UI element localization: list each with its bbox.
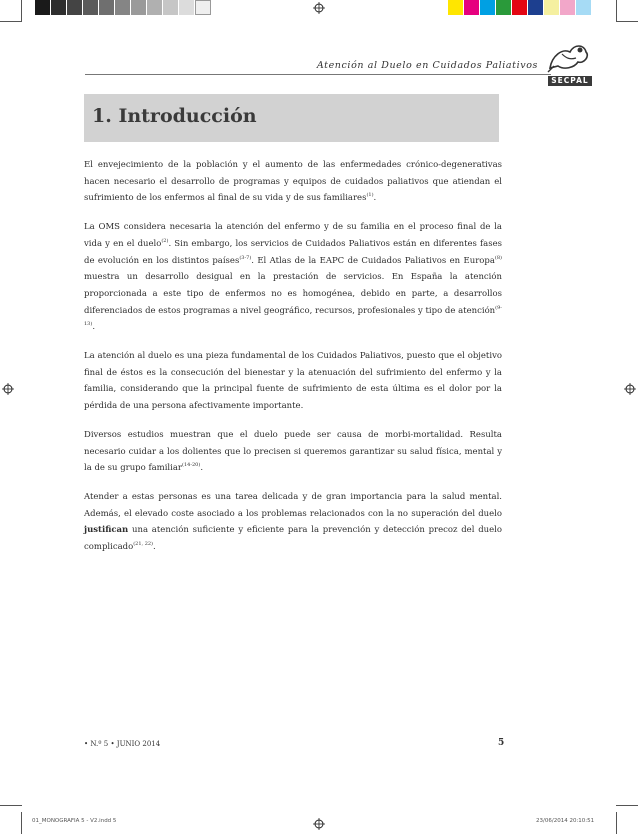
- crop-mark: [0, 21, 22, 22]
- registration-mark-icon: [624, 383, 636, 395]
- slug-date: 23/06/2014 20:10:51: [536, 818, 595, 824]
- registration-mark-icon: [313, 2, 325, 14]
- running-head: Atención al Duelo en Cuidados Paliativos: [316, 60, 538, 71]
- crop-mark: [616, 21, 638, 22]
- paragraph: Diversos estudios muestran que el duelo puede ser causa de morbi-mortalidad. Resulta necesario cuidar a los dolientes que lo precisen si queremos garantizar su salud física, mental y la de su grupo familiar$^{(14-20)}$.: [84, 429, 502, 474]
- paragraph: Atender a estas personas es una tarea delicada y de gran importancia para la salud mental. Además, el elevado coste asociado a los problemas relacionados con la no superación del duelo justifican una atención suficiente y eficiente para la prevención y detección precoz del duelo complicado$^{(21, 22)}$.: [84, 491, 502, 553]
- paragraph: La OMS considera necesaria la atención del enfermo y de su familia en el proceso final de la vida y en el duelo$^{(2)}$. Sin embargo, los servicios de Cuidados Paliativos están en diferentes fases de evolución en los distintos países$^{(3-7)}$. El Atlas de la EAPC de Cuidados Paliativos en Europa$^{(8)}$ muestra un desarrollo desigual en la prestación de servicios. En España la atención proporcionada a este tipo de enfermos no es homogénea, debido en parte, a desarrollos diferenciados de estos programas a nivel geográfico, recursos, profesionales y tipo de atención$^{(9-13)}$.: [84, 222, 502, 333]
- paragraph: La atención al duelo es una pieza fundamental de los Cuidados Paliativos, puesto que el objetivo final de éstos es la consecución del bienestar y la atenuación del sufrimiento del enfermo y la familia, considerando que la principal fuente de sufrimiento de esta última es el dolor por la pérdida de una persona afectivamente importante.: [84, 351, 502, 412]
- paragraph: El envejecimiento de la población y el aumento de las enfermedades crónico-degenerativas hacen necesario el desarrollo de programas y equipos de cuidados paliativos que atiendan el sufrimiento de los enfermos al final de su vida y de sus familiares$^{(1)}$.: [84, 160, 502, 204]
- crop-mark: [0, 805, 22, 806]
- logo-text: SECPAL: [548, 76, 592, 86]
- page-number: 5: [498, 738, 505, 748]
- registration-mark-icon: [2, 383, 14, 395]
- crop-mark: [21, 812, 22, 834]
- crop-mark: [616, 805, 638, 806]
- header-rule: [85, 74, 551, 75]
- section-header-box: [84, 94, 499, 142]
- crop-mark: [21, 0, 22, 22]
- gray-calibration-strip: [35, 0, 211, 15]
- body-text: [84, 157, 502, 568]
- slug-file: 01_MONOGRAFIA 5 - V2.indd 5: [32, 818, 117, 824]
- crop-mark: [616, 0, 617, 22]
- color-calibration-strip: [448, 0, 592, 15]
- crop-mark: [616, 812, 617, 834]
- section-title: 1. Introducción: [92, 105, 257, 127]
- footer-issue: • N.º 5 • JUNIO 2014: [84, 740, 161, 748]
- registration-mark-icon: [313, 818, 325, 830]
